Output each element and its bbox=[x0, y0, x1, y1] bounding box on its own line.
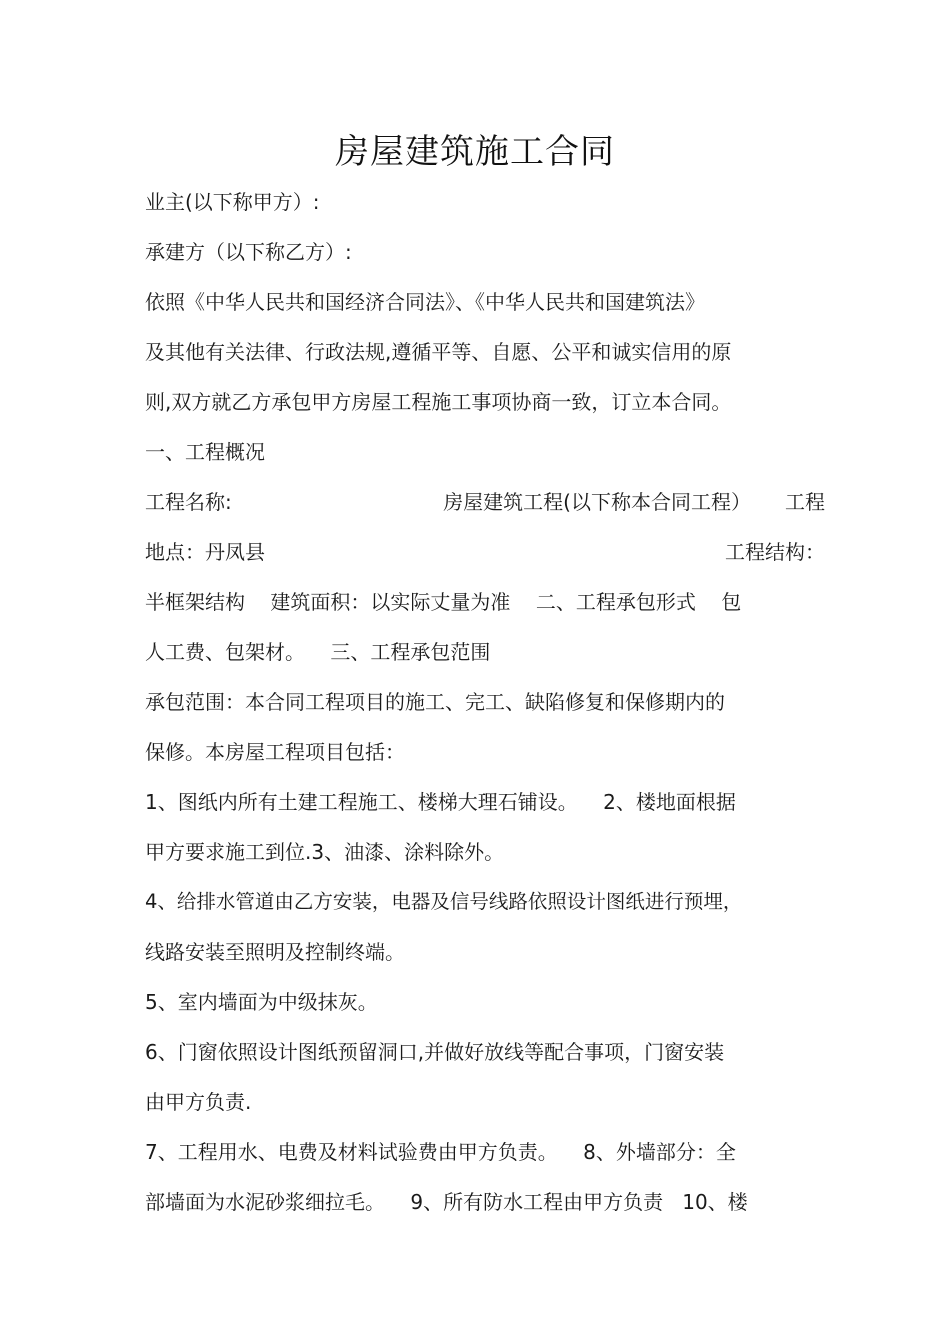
list-item: 甲方要求施工到位.3、油漆、涂料除外。 bbox=[145, 840, 505, 864]
list-item: 7、工程用水、电费及材料试验费由甲方负责。 8、外墙部分：全 bbox=[145, 1140, 736, 1164]
paragraph-line: 保修。本房屋工程项目包括： bbox=[145, 740, 405, 764]
list-item: 线路安装至照明及控制终端。 bbox=[145, 940, 405, 964]
paragraph-line: 依照《中华人民共和国经济合同法》、《中华人民共和国建筑法》 bbox=[145, 290, 705, 314]
paragraph-line: 承包范围：本合同工程项目的施工、完工、缺陷修复和保修期内的 bbox=[145, 690, 725, 714]
project-name-line bbox=[145, 477, 825, 527]
paragraph-line: 则,双方就乙方承包甲方房屋工程施工事项协商一致，订立本合同。 bbox=[145, 390, 732, 414]
list-item: 5、室内墙面为中级抹灰。 bbox=[145, 990, 378, 1014]
project-name-value: 房屋建筑工程(以下称本合同工程） bbox=[443, 490, 751, 514]
project-structure-prefix: 工程 bbox=[785, 490, 825, 514]
list-item: 部墙面为水泥砂浆细拉毛。 9、所有防水工程由甲方负责 10、楼 bbox=[145, 1190, 748, 1214]
list-item: 1、图纸内所有土建工程施工、楼梯大理石铺设。 2、楼地面根据 bbox=[145, 790, 736, 814]
project-location-line bbox=[145, 527, 825, 577]
document-title: 房屋建筑施工合同 bbox=[335, 132, 615, 172]
paragraph-line: 承建方（以下称乙方）: bbox=[145, 240, 352, 264]
project-name-label: 工程名称: bbox=[145, 490, 232, 514]
project-structure-label: 工程结构： bbox=[725, 540, 825, 564]
paragraph-line: 半框架结构 建筑面积：以实际丈量为准 二、工程承包形式 包 bbox=[145, 590, 742, 614]
list-item: 由甲方负责. bbox=[145, 1090, 252, 1114]
project-location: 地点：丹凤县 bbox=[145, 540, 265, 564]
section-heading: 一、工程概况 bbox=[145, 440, 265, 464]
list-item: 6、门窗依照设计图纸预留洞口,并做好放线等配合事项，门窗安装 bbox=[145, 1040, 725, 1064]
project-name-right bbox=[443, 477, 825, 527]
paragraph-line: 及其他有关法律、行政法规,遵循平等、自愿、公平和诚实信用的原 bbox=[145, 340, 732, 364]
list-item: 4、给排水管道由乙方安装，电器及信号线路依照设计图纸进行预埋， bbox=[145, 890, 743, 913]
paragraph-line: 业主(以下称甲方）: bbox=[145, 190, 320, 214]
paragraph-line: 人工费、包架材。 三、工程承包范围 bbox=[145, 640, 491, 664]
document-body bbox=[145, 177, 825, 1227]
